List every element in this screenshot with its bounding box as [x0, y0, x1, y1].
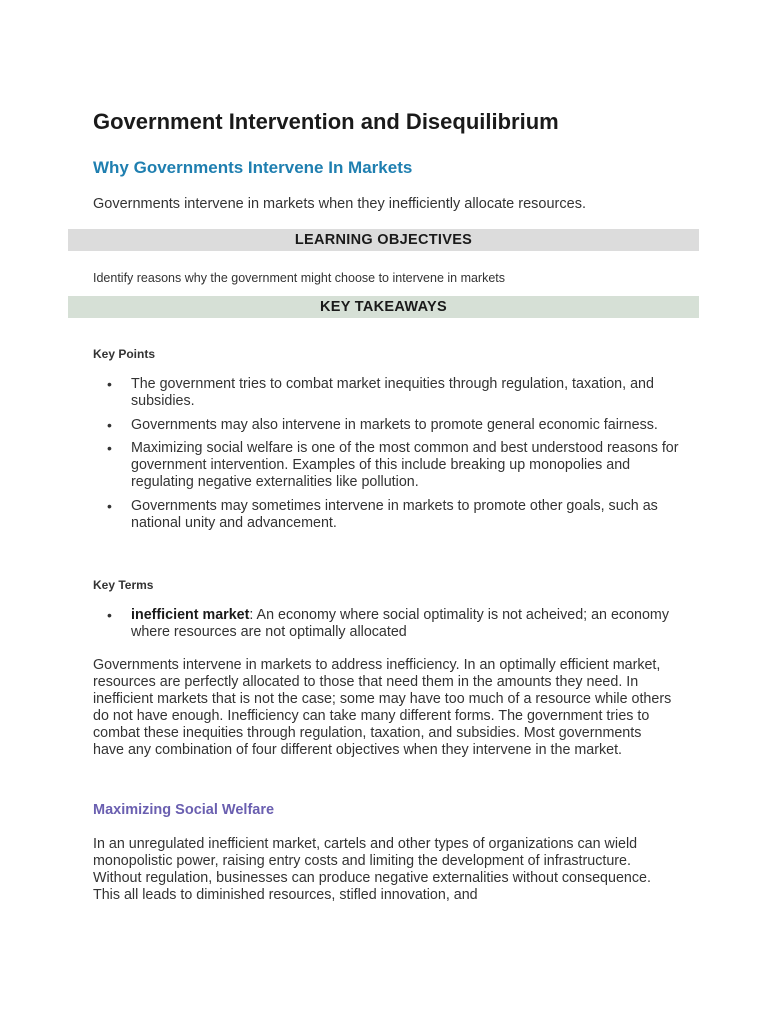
key-point-text: The government tries to combat market inequities through regulation, taxation, and subsidies. — [131, 376, 654, 409]
key-points-heading: Key Points — [93, 347, 156, 361]
list-item — [93, 440, 683, 490]
body-paragraph: In an unregulated inefficient market, cartels and other types of organizations can wield monopolistic power, raising entry costs and limiting the development of infrastructure. Without regulation, businesses can produce negative externalities without consequence. This all leads to diminished resources, stifled innovation, and — [93, 836, 651, 903]
learning-objectives-text: Identify reasons why the government might choose to intervene in markets — [93, 271, 506, 285]
bullet-icon: • — [107, 497, 112, 514]
list-item — [93, 417, 683, 434]
key-takeaways-heading: KEY TAKEAWAYS — [68, 296, 699, 318]
key-point-text: Governments may sometimes intervene in markets to promote other goals, such as national unity and advancement. — [131, 497, 658, 531]
key-points-list — [93, 376, 683, 538]
learning-objectives-heading: LEARNING OBJECTIVES — [68, 229, 699, 251]
key-point-text: Maximizing social welfare is one of the most common and best understood reasons for government intervention. Examples of this include breaking up monopolies and regulating negative externalities like pollution. — [131, 440, 679, 490]
key-terms-heading: Key Terms — [93, 578, 154, 592]
key-term-definition: : An economy where social optimality is not acheived; an economy where resources are not optimally allocated — [131, 607, 669, 640]
list-item — [93, 376, 683, 410]
bullet-icon: • — [107, 440, 112, 457]
key-point-text: Governments may also intervene in markets to promote general economic fairness. — [131, 416, 658, 433]
list-item — [93, 607, 683, 641]
bullet-icon: • — [107, 376, 112, 392]
bullet-icon: • — [107, 416, 112, 433]
list-item — [93, 498, 683, 532]
key-terms-list — [93, 607, 683, 648]
key-term-name: inefficient market — [131, 607, 250, 623]
bullet-icon: • — [107, 607, 112, 623]
intro-text: Governments intervene in markets when they inefficiently allocate resources. — [93, 196, 586, 212]
section-heading: Maximizing Social Welfare — [93, 802, 275, 818]
section-subtitle: Why Governments Intervene In Markets — [93, 158, 413, 177]
body-paragraph: Governments intervene in markets to address inefficiency. In an optimally efficient market, resources are perfectly allocated to those that need them in the amounts they need. In inefficient markets that is not the case; some may have too much of a resource while others do not have enough. Inefficiency can take many different forms. The government tries to combat these inequities through regulation, taxation, and subsidies. Most governments have any combination of four different objectives when they intervene in the market. — [93, 657, 672, 758]
page-title: Government Intervention and Disequilibrium — [93, 109, 559, 134]
